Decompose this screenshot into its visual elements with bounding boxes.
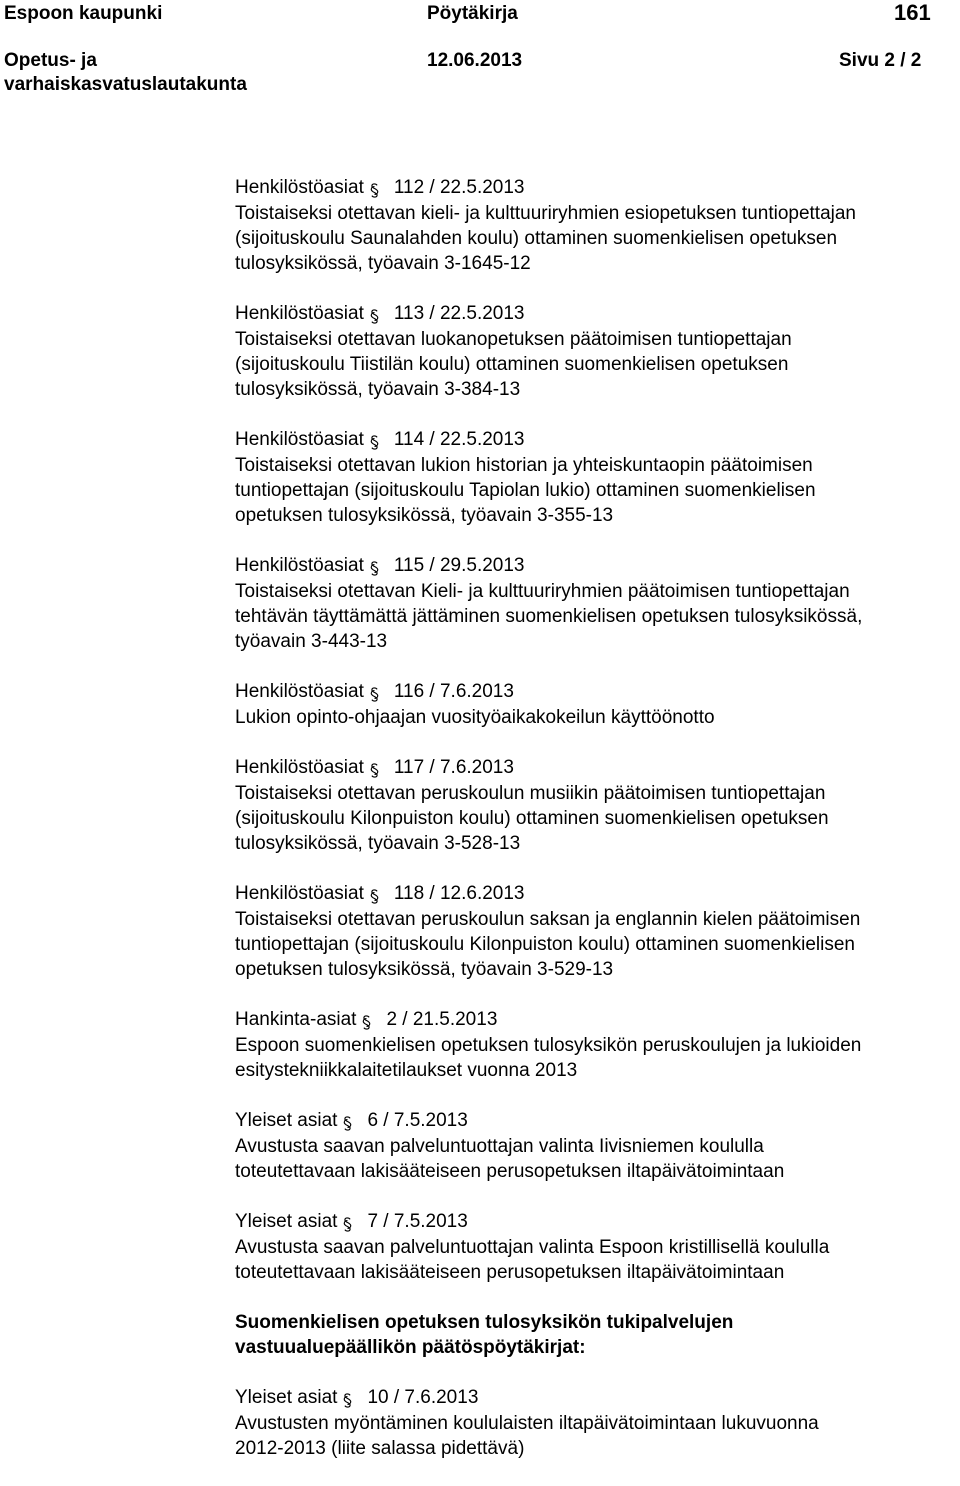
document-type: Pöytäkirja <box>427 3 518 24</box>
section-sign-icon <box>368 885 390 907</box>
decision-reference <box>235 881 955 907</box>
decision-number: 113 / 22.5.2013 <box>393 303 525 324</box>
section-sign-icon <box>368 179 390 201</box>
decision-category: Henkilöstöasiat <box>235 757 364 778</box>
decision-entry <box>235 1385 955 1461</box>
decision-reference <box>235 1108 955 1134</box>
decision-number: 115 / 29.5.2013 <box>393 555 525 576</box>
decision-title-line: Avustusten myöntäminen koululaisten iltapäivätoimintaan lukuvuonna <box>235 1413 819 1434</box>
decision-title-line: (sijoituskoulu Tiistilän koulu) ottaminen suomenkielisen opetuksen <box>235 354 789 375</box>
section-sign-icon <box>368 305 390 327</box>
decision-entry <box>235 1108 955 1184</box>
section-sign-icon <box>368 431 390 453</box>
decision-entry <box>235 679 955 730</box>
decision-list <box>235 175 955 1285</box>
decision-title-line: toteutettavaan lakisääteiseen perusopetuksen iltapäivätoimintaan <box>235 1161 785 1182</box>
section-sign-icon <box>341 1213 363 1235</box>
decision-reference <box>235 679 955 705</box>
decision-number: 2 / 21.5.2013 <box>386 1009 498 1030</box>
document-number: 161 <box>894 0 931 25</box>
decision-reference <box>235 755 955 781</box>
decision-title-line: Toistaiseksi otettavan lukion historian ja yhteiskuntaopin päätoimisen <box>235 455 813 476</box>
decision-category: Henkilöstöasiat <box>235 883 364 904</box>
decision-number: 114 / 22.5.2013 <box>393 429 525 450</box>
decision-title-line: (sijoituskoulu Saunalahden koulu) ottaminen suomenkielisen opetuksen <box>235 228 838 249</box>
decision-category: Yleiset asiat <box>235 1387 338 1408</box>
decision-category: Yleiset asiat <box>235 1110 338 1131</box>
decision-title-line: (sijoituskoulu Kilonpuiston koulu) ottaminen suomenkielisen opetuksen <box>235 808 829 829</box>
decision-title-line: tuntiopettajan (sijoituskoulu Tapiolan lukio) ottaminen suomenkielisen <box>235 480 816 501</box>
decision-title-line: Espoon suomenkielisen opetuksen tulosyksikön peruskoulujen ja lukioiden <box>235 1035 862 1056</box>
decision-number: 10 / 7.6.2013 <box>367 1387 479 1408</box>
document-body <box>235 175 955 1486</box>
organization-name: Espoon kaupunki <box>4 3 163 24</box>
decision-entry <box>235 175 955 276</box>
decision-entry <box>235 1007 955 1083</box>
decision-category: Hankinta-asiat <box>235 1009 357 1030</box>
decision-title-line: 2012-2013 (liite salassa pidettävä) <box>235 1438 525 1459</box>
decision-title-line: tulosyksikössä, työavain 3-384-13 <box>235 379 521 400</box>
decision-reference <box>235 1385 955 1411</box>
decision-title-line: Avustusta saavan palveluntuottajan valinta Iivisniemen koululla <box>235 1136 764 1157</box>
decision-category: Henkilöstöasiat <box>235 177 364 198</box>
decision-title-line: Toistaiseksi otettavan Kieli- ja kulttuuriryhmien päätoimisen tuntiopettajan <box>235 581 850 602</box>
decision-title-line: esitystekniikkalaitetilaukset vuonna 2013 <box>235 1060 578 1081</box>
decision-number: 7 / 7.5.2013 <box>367 1211 468 1232</box>
section-sign-icon <box>368 557 390 579</box>
decision-number: 117 / 7.6.2013 <box>393 757 514 778</box>
decision-number: 112 / 22.5.2013 <box>393 177 525 198</box>
decision-entry <box>235 1209 955 1285</box>
decision-title-line: Avustusta saavan palveluntuottajan valinta Espoon kristillisellä koululla <box>235 1237 830 1258</box>
decision-title-line: Lukion opinto-ohjaajan vuosityöaikakokeilun käyttöönotto <box>235 707 715 728</box>
section-sign-icon <box>368 683 390 705</box>
decision-entry <box>235 427 955 528</box>
decision-reference <box>235 175 955 201</box>
decision-category: Henkilöstöasiat <box>235 681 364 702</box>
page-number: Sivu 2 / 2 <box>839 50 922 71</box>
decision-entry <box>235 881 955 982</box>
decision-category: Yleiset asiat <box>235 1211 338 1232</box>
decision-number: 116 / 7.6.2013 <box>393 681 514 702</box>
decision-title-line: toteutettavaan lakisääteiseen perusopetuksen iltapäivätoimintaan <box>235 1262 785 1283</box>
decision-title-line: opetuksen tulosyksikössä, työavain 3-355-13 <box>235 505 614 526</box>
decision-number: 6 / 7.5.2013 <box>367 1110 468 1131</box>
decision-title-line: tulosyksikössä, työavain 3-1645-12 <box>235 253 531 274</box>
decision-title-line: tehtävän täyttämättä jättäminen suomenkielisen opetuksen tulosyksikössä, <box>235 606 863 627</box>
section-sign-icon <box>368 759 390 781</box>
decision-title-line: Toistaiseksi otettavan luokanopetuksen päätoimisen tuntiopettajan <box>235 329 792 350</box>
section-heading-line1: Suomenkielisen opetuksen tulosyksikön tukipalvelujen <box>235 1312 734 1333</box>
board-name-line1: Opetus- ja <box>4 50 97 71</box>
decision-reference <box>235 427 955 453</box>
decision-category: Henkilöstöasiat <box>235 555 364 576</box>
section-heading <box>235 1310 955 1360</box>
board-name-line2: varhaiskasvatuslautakunta <box>4 74 247 95</box>
decision-entry <box>235 553 955 654</box>
section-sign-icon <box>341 1112 363 1134</box>
decision-entry <box>235 755 955 856</box>
decision-reference <box>235 1007 955 1033</box>
section-sign-icon <box>360 1011 382 1033</box>
decision-title-line: Toistaiseksi otettavan peruskoulun saksan ja englannin kielen päätoimisen <box>235 909 861 930</box>
decision-reference <box>235 301 955 327</box>
decision-title-line: Toistaiseksi otettavan peruskoulun musiikin päätoimisen tuntiopettajan <box>235 783 826 804</box>
decision-title-line: tuntiopettajan (sijoituskoulu Kilonpuiston koulu) ottaminen suomenkielisen <box>235 934 855 955</box>
decision-title-line: Toistaiseksi otettavan kieli- ja kulttuuriryhmien esiopetuksen tuntiopettajan <box>235 203 856 224</box>
decision-title-line: työavain 3-443-13 <box>235 631 388 652</box>
decision-category: Henkilöstöasiat <box>235 303 364 324</box>
decision-reference <box>235 1209 955 1235</box>
meeting-date: 12.06.2013 <box>427 50 523 71</box>
decision-title-line: opetuksen tulosyksikössä, työavain 3-529-13 <box>235 959 614 980</box>
decision-category: Henkilöstöasiat <box>235 429 364 450</box>
decision-title-line: tulosyksikössä, työavain 3-528-13 <box>235 833 521 854</box>
section-heading-line2: vastuualuepäällikön päätöspöytäkirjat: <box>235 1337 586 1358</box>
section-sign-icon <box>341 1389 363 1411</box>
decision-number: 118 / 12.6.2013 <box>393 883 525 904</box>
decision-list-2 <box>235 1385 955 1461</box>
decision-reference <box>235 553 955 579</box>
decision-entry <box>235 301 955 402</box>
